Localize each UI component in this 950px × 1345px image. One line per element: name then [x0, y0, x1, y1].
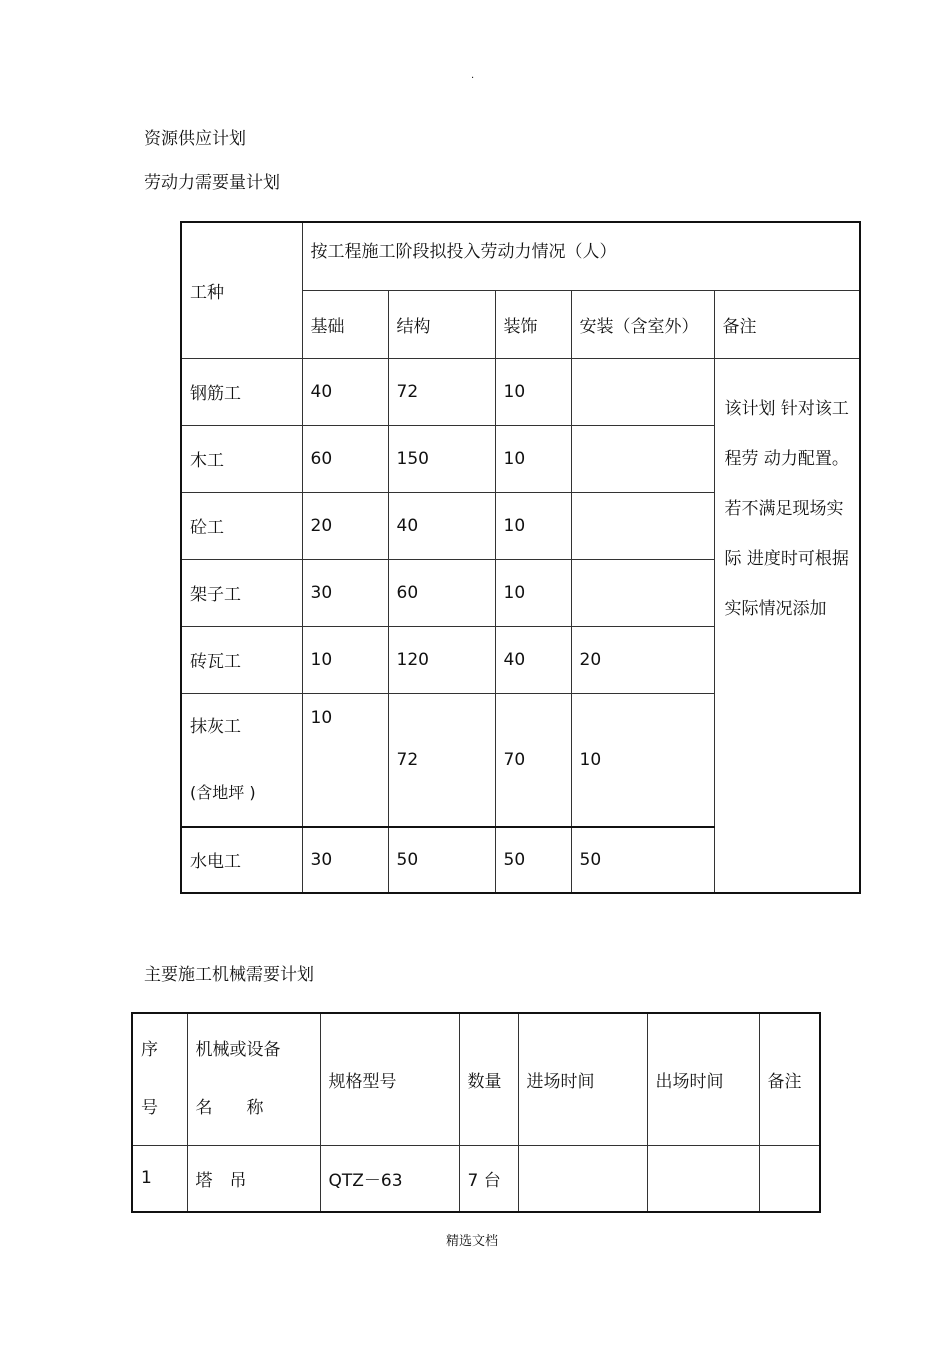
installation-cell — [571, 492, 714, 559]
foundation-cell: 20 — [302, 492, 388, 559]
page-footer: 精选文档 — [446, 1234, 499, 1249]
header-name — [187, 1013, 320, 1145]
stage-group-header: 按工程施工阶段拟投入劳动力情况（人） — [302, 222, 860, 290]
foundation-cell: 30 — [302, 827, 388, 893]
installation-cell: 20 — [571, 626, 714, 693]
header-in-time: 进场时间 — [518, 1013, 647, 1145]
foundation-cell: 60 — [302, 425, 388, 492]
remark-cell — [759, 1145, 820, 1212]
foundation-cell: 30 — [302, 559, 388, 626]
installation-cell — [571, 425, 714, 492]
spec-cell: QTZ－63 — [320, 1145, 459, 1212]
header-structure: 结构 — [388, 290, 495, 358]
header-out-time: 出场时间 — [647, 1013, 759, 1145]
foundation-cell: 10 — [302, 693, 388, 827]
decoration-cell: 10 — [495, 358, 571, 425]
trade-cell — [181, 693, 302, 827]
page-title: 资源供应计划 — [144, 129, 246, 149]
header-no-line2: 号 — [141, 1098, 158, 1119]
header-spec: 规格型号 — [320, 1013, 459, 1145]
installation-cell: 10 — [571, 693, 714, 827]
trade-cell: 架子工 — [181, 559, 302, 626]
header-name-line2: 名 称 — [195, 1098, 264, 1119]
qty-cell: 7 台 — [459, 1145, 518, 1212]
decoration-cell: 10 — [495, 559, 571, 626]
trade-subnote: (含地坪 ) — [190, 782, 256, 802]
structure-cell: 150 — [388, 425, 495, 492]
header-no — [132, 1013, 187, 1145]
installation-cell — [571, 559, 714, 626]
machinery-plan-table — [131, 1012, 821, 1213]
trade-name: 抹灰工 — [190, 716, 241, 737]
table-row — [132, 1145, 820, 1212]
trade-cell: 砖瓦工 — [181, 626, 302, 693]
trade-cell: 砼工 — [181, 492, 302, 559]
header-remark: 备注 — [714, 290, 860, 358]
foundation-cell: 40 — [302, 358, 388, 425]
structure-cell: 72 — [388, 693, 495, 827]
structure-cell: 60 — [388, 559, 495, 626]
no-cell: 1 — [132, 1145, 187, 1212]
header-decoration: 装饰 — [495, 290, 571, 358]
labor-plan-heading: 劳动力需要量计划 — [144, 173, 280, 193]
out-time-cell — [647, 1145, 759, 1212]
trade-cell: 钢筋工 — [181, 358, 302, 425]
installation-cell: 50 — [571, 827, 714, 893]
header-no-line1: 序 — [141, 1040, 158, 1061]
remark-note: 该计划 针对该工程劳 动力配置。若不满足现场实际 进度时可根据 实际情况添加 — [714, 358, 860, 893]
header-remark: 备注 — [759, 1013, 820, 1145]
trade-header: 工种 — [181, 222, 302, 358]
header-row — [132, 1013, 820, 1145]
decoration-cell: 50 — [495, 827, 571, 893]
header-installation: 安装（含室外） — [571, 290, 714, 358]
structure-cell: 72 — [388, 358, 495, 425]
header-mark: . — [471, 70, 475, 81]
installation-cell — [571, 358, 714, 425]
structure-cell: 40 — [388, 492, 495, 559]
trade-cell: 木工 — [181, 425, 302, 492]
name-cell: 塔 吊 — [187, 1145, 320, 1212]
decoration-cell: 40 — [495, 626, 571, 693]
foundation-cell: 10 — [302, 626, 388, 693]
trade-cell: 水电工 — [181, 827, 302, 893]
machinery-plan-heading: 主要施工机械需要计划 — [144, 965, 314, 985]
in-time-cell — [518, 1145, 647, 1212]
decoration-cell: 10 — [495, 492, 571, 559]
header-qty: 数量 — [459, 1013, 518, 1145]
header-name-line1: 机械或设备 — [195, 1040, 281, 1061]
header-foundation: 基础 — [302, 290, 388, 358]
table-row — [181, 358, 860, 425]
labor-plan-table — [180, 221, 861, 894]
structure-cell: 120 — [388, 626, 495, 693]
structure-cell: 50 — [388, 827, 495, 893]
decoration-cell: 10 — [495, 425, 571, 492]
decoration-cell: 70 — [495, 693, 571, 827]
